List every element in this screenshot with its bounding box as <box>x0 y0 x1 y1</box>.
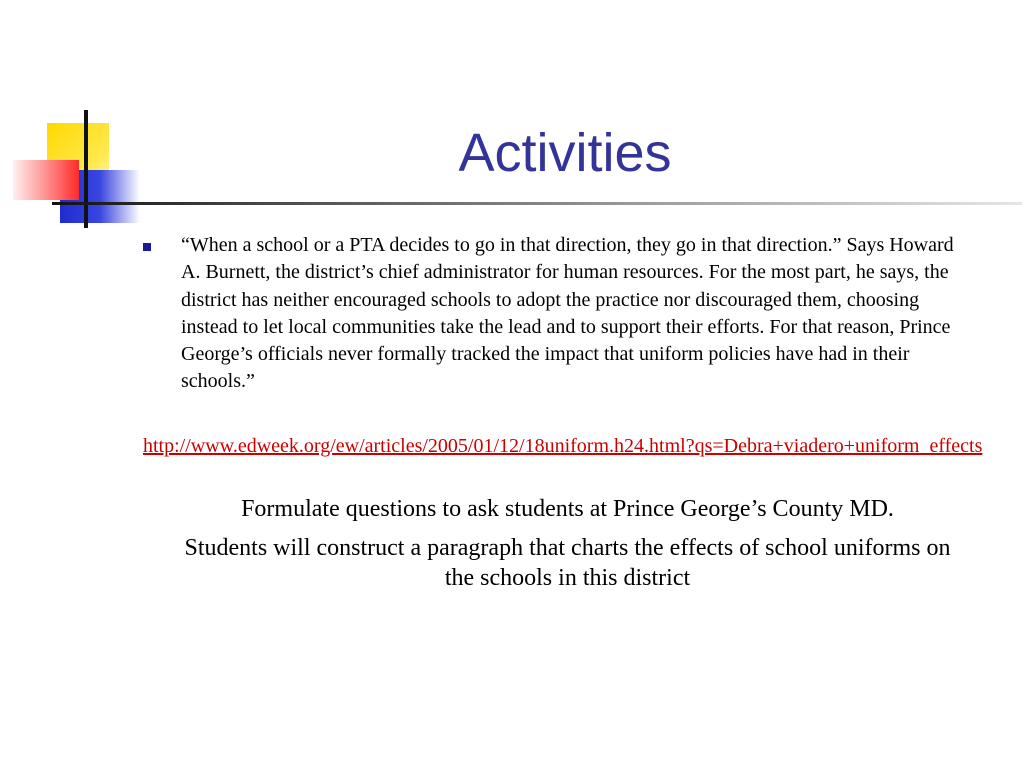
red-square-icon <box>13 160 79 200</box>
quote-text: “When a school or a PTA decides to go in that direction, they go in that direction.” Says Howard A. Burnett, the district’s chief administrator for human resources. For the most part, he says, the district has neither encouraged schools to adopt the practice nor discouraged them, choosing instead to let local communities take the lead and to support their efforts. For that reason, Prince George’s officials never formally tracked the impact that uniform policies have had in their schools.” <box>181 234 954 393</box>
activity-paragraph-2: Students will construct a paragraph that charts the effects of school uniforms on the schools in this district <box>184 535 951 591</box>
square-bullet-icon <box>143 243 151 251</box>
activity-paragraph-1: Formulate questions to ask students at Prince George’s County MD. <box>241 496 894 522</box>
title-underline-rule <box>52 202 1022 205</box>
source-link[interactable]: http://www.edweek.org/ew/articles/2005/01/12/18uniform.h24.html?qs=Debra+viadero+uniform_effects <box>143 435 983 457</box>
slide-title: Activities <box>458 123 672 183</box>
vertical-rule <box>84 110 88 228</box>
